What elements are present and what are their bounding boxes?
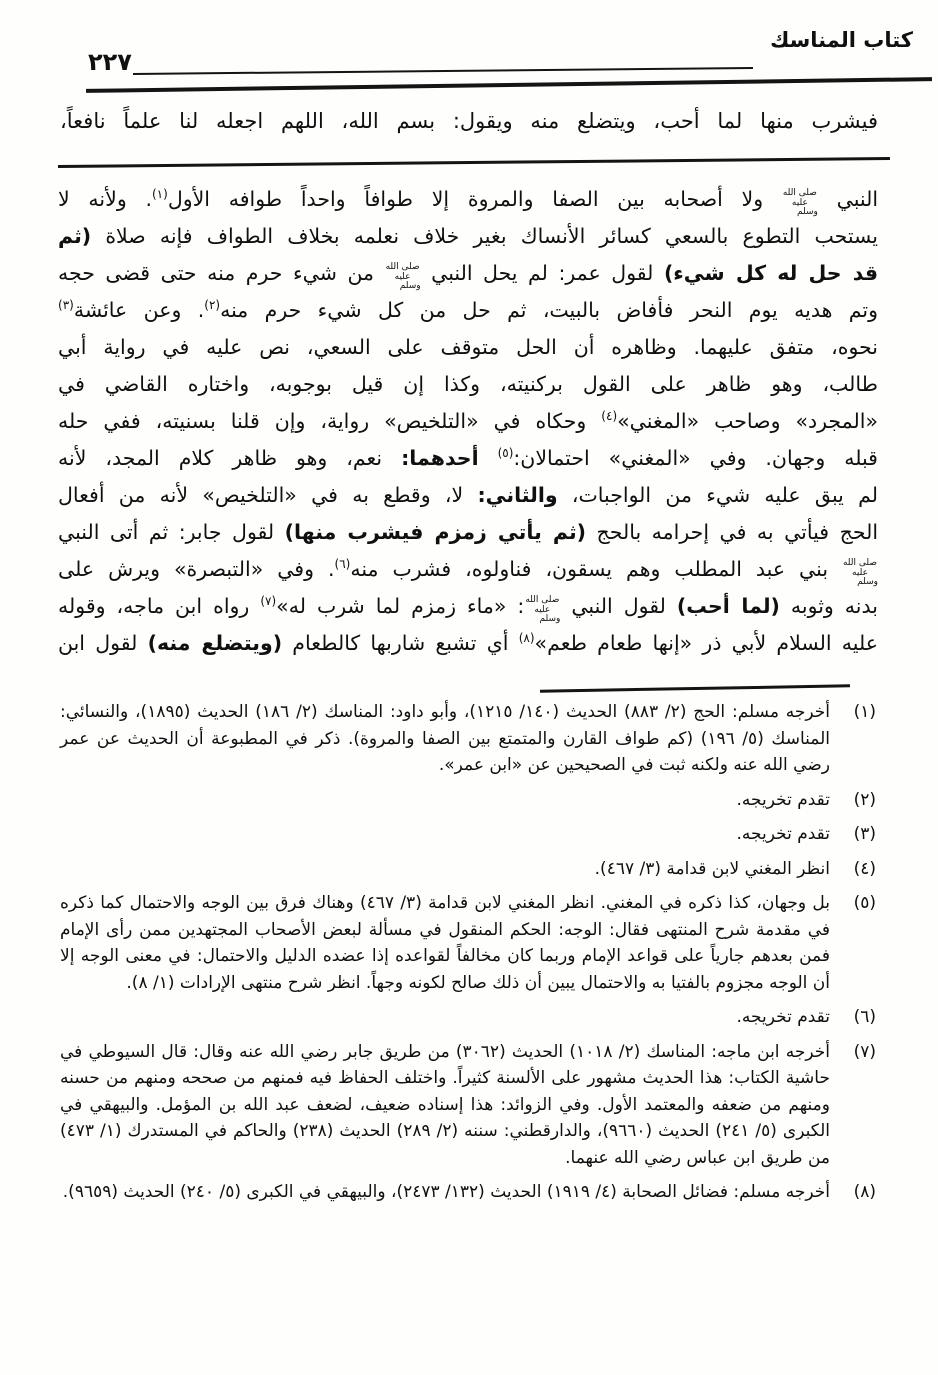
body-segment: طالب، وهو ظاهر على القول بركنيته، وكذا إن قيل بوجوبه، واختاره القاضي في [58,372,878,396]
body-line [58,403,878,440]
matn-line: فيشرب منها لما أحب، ويتضلع منه ويقول: بسم الله، اللهم اجعله لنا علماً نافعاً، [60,109,878,133]
body-segment: وتم هديه يوم النحر فأفاض بالبيت، ثم حل من كل شيء حرم منه [220,298,879,322]
body-segment: : «ماء زمزم لما شرب له» [276,594,525,618]
footnote-number: (٦) [853,1007,876,1027]
sallallahu-alayhi-wasallam-icon: صلى الله عليه وسلم [782,188,818,217]
body-segment: لقول جابر: ثم أتى النبي [58,520,285,544]
footnote-marker: (٤) [601,409,618,423]
sallallahu-alayhi-wasallam-icon: صلى الله عليه وسلم [842,558,878,587]
body-segment: والثاني: [477,483,558,507]
body-line [58,181,878,218]
body-segment: من شيء حرم منه حتى قضى حجه [58,261,385,285]
body-segment: لقول النبي [560,594,677,618]
body-segment: لقول عمر: لم يحل النبي [420,261,664,285]
footnote-item [60,1004,876,1031]
body-segment: وحكاه في «التلخيص» رواية، وإن قلنا بسنيته، ففي حله [58,409,602,433]
body-segment: نعم، وهو ظاهر كلام المجد، لأنه [58,446,402,470]
sallallahu-alayhi-wasallam-icon: صلى الله عليه وسلم [525,595,561,624]
body-segment: النبي [817,187,879,211]
body-segment: لم يبق عليه شيء من الواجبات، [557,483,878,507]
body-segment: (ويتضلع منه) [147,631,283,655]
page-number: ٢٢٧ [88,48,132,76]
body-line [58,625,878,662]
footnote-marker: (٨) [518,631,535,645]
body-segment: . وفي «التبصرة» ويرش على [58,557,335,581]
footnote-item [60,821,876,848]
footnote-number: (٤) [853,858,876,879]
body-segment: بني عبد المطلب وهم يسقون، فناولوه، فشرب منه [350,557,842,581]
footnote-text: تقدم تخريجه. [736,789,830,810]
footnote-number: (١) [853,702,876,722]
footnote-item [60,856,876,883]
footnote-marker: (٣) [58,298,74,312]
footnote-text: أخرجه مسلم: فضائل الصحابة (٤/ ١٩١٩) الحديث (١٣٢/ ٢٤٧٣)، والبيهقي في الكبرى (٥/ ٢٤٠) الحديث (٩٦٥٩). [62,1182,830,1202]
body-segment: (ثم يأتي زمزم فيشرب منها) [284,520,587,544]
sallallahu-alayhi-wasallam-icon: صلى الله عليه وسلم [385,262,421,291]
body-segment: أي تشبع شاربها كالطعام [282,631,519,655]
footnote-number: (٣) [853,824,876,844]
body-line [58,440,878,477]
body-segment: لا، وقطع به في «التلخيص» لأنه من أفعال [58,483,478,507]
footnote-item [60,1039,876,1172]
body-segment: ولا أصحابه بين الصفا والمروة إلا طوافاً واحداً طوافه الأول [167,187,782,211]
body-segment: أحدهما: [401,446,479,470]
body-segment: (لما أحب) [676,594,780,618]
body-segment: «المجرد» وصاحب «المغني» [617,409,878,433]
footnote-marker: (٦) [334,557,351,571]
body-line [58,551,878,588]
body-segment: عليه السلام لأبي ذر «إنها طعام طعم» [534,631,878,655]
body-line [58,329,878,366]
body-line [58,514,878,551]
body-line [58,588,878,625]
body-segment: الحج فيأتي به في إحرامه بالحج [586,520,879,544]
body-line [58,292,878,329]
body-segment: . ولأنه لا [58,187,152,211]
footnote-marker: (١) [151,187,168,201]
header-thin-rule [133,67,753,75]
footnote-text: تقدم تخريجه. [736,1007,830,1027]
footnote-marker: (٢) [204,298,221,312]
footnote-number: (٢) [853,789,876,810]
footnote-text: بل وجهان، كذا ذكره في المغني. انظر المغني لابن قدامة (٣/ ٤٦٧) وهناك فرق بين الوجه والاحتمال كما ذكره في مقدمة شرح المنتهى فقال: الوجه: الحكم المنقول في مسألة لبعض الأصحاب المجتهدين ممن رأى الإمام فمن بعدهم جارياً على قواعد الإمام وربما كان مخالفاً لقواعده إذا عضده الدليل والاحتمال: في معنى الوجه إلا أن الوجه مجزوم بالفتيا به والاحتمال يبين أن ذلك صالح لكونه وجهاً. انظر شرح منتهى الإرادات (١/ ٨). [60,893,830,993]
footnote-text: أخرجه مسلم: الحج (٢/ ٨٨٣) الحديث (١٤٠/ ١٢١٥)، وأبو داود: المناسك (٢/ ١٨٦) الحديث (١٨٩٥)، والنسائي: المناسك (٥/ ١٩٦) (كم طواف القارن والمتمتع بين الصفا والمروة). ذكر في المطبوعة أن الحديث عن عمر رضي الله عنه ولكنه ثبت في الصحيحين عن «ابن عمر». [60,702,830,775]
footnote-number: (٨) [853,1182,876,1202]
body-line [58,218,878,255]
footnote-item [60,699,876,779]
body-segment: قبله وجهان. وفي «المغني» احتمالان: [513,446,878,470]
body-segment: يستحب التطوع بالسعي كسائر الأنساك بغير خلاف نعلمه بخلاف الطواف فإنه صلاة [91,224,878,248]
body-segment: لقول ابن [58,631,148,655]
footnote-marker: (٧) [260,594,277,608]
body-segment: . وعن عائشة [73,298,205,322]
footnote-text: تقدم تخريجه. [736,824,830,844]
body-segment: نحوه، متفق عليهما. وظاهره أن الحل متوقف على السعي، نص عليه في رواية أبي [58,335,878,359]
body-line [58,255,878,292]
header-thick-rule [86,77,932,92]
footnote-marker: (٥) [497,446,514,460]
footnote-item [60,787,876,814]
body-segment: رواه ابن ماجه، وقوله [58,594,261,618]
footnote-number: (٧) [853,1041,876,1062]
footnote-number: (٥) [853,893,876,913]
body-text [58,181,878,662]
body-line [58,366,878,403]
footnote-item [60,1179,876,1206]
body-segment [479,446,498,470]
footnote-text: انظر المغني لابن قدامة (٣/ ٤٦٧). [594,858,830,879]
footnote-item [60,890,876,996]
body-line [58,477,878,514]
matn-bottom-rule [58,157,890,168]
body-segment: قد حل له كل شيء) [663,261,878,285]
body-segment: (ثم [58,224,92,248]
body-segment: بدنه وثوبه [779,594,878,618]
footnotes-list [60,699,876,1214]
book-title: كتاب المناسك [770,28,913,52]
footnote-text: أخرجه ابن ماجه: المناسك (٢/ ١٠١٨) الحديث (٣٠٦٢) من طريق جابر رضي الله عنه وقال: قال السيوطي في حاشية الكتاب: هذا الحديث مشهور على الألسنة كثيراً. واختلف الحفاظ فيه فمنهم من صححه ومنهم من حسنه ومنهم من ضعفه والمعتمد الأول. وفي الزوائد: هذا إسناده ضعيف، لضعف عبد الله بن المؤمل. والبيهقي في الكبرى (٥/ ٢٤١) الحديث (٩٦٦٠)، والدارقطني: سننه (٢/ ٢٨٩) الحديث (٢٣٨) والحاكم في المستدرك (١/ ٤٧٣) من طريق ابن عباس رضي الله عنهما. [60,1041,831,1168]
footnote-separator-rule [540,684,850,692]
